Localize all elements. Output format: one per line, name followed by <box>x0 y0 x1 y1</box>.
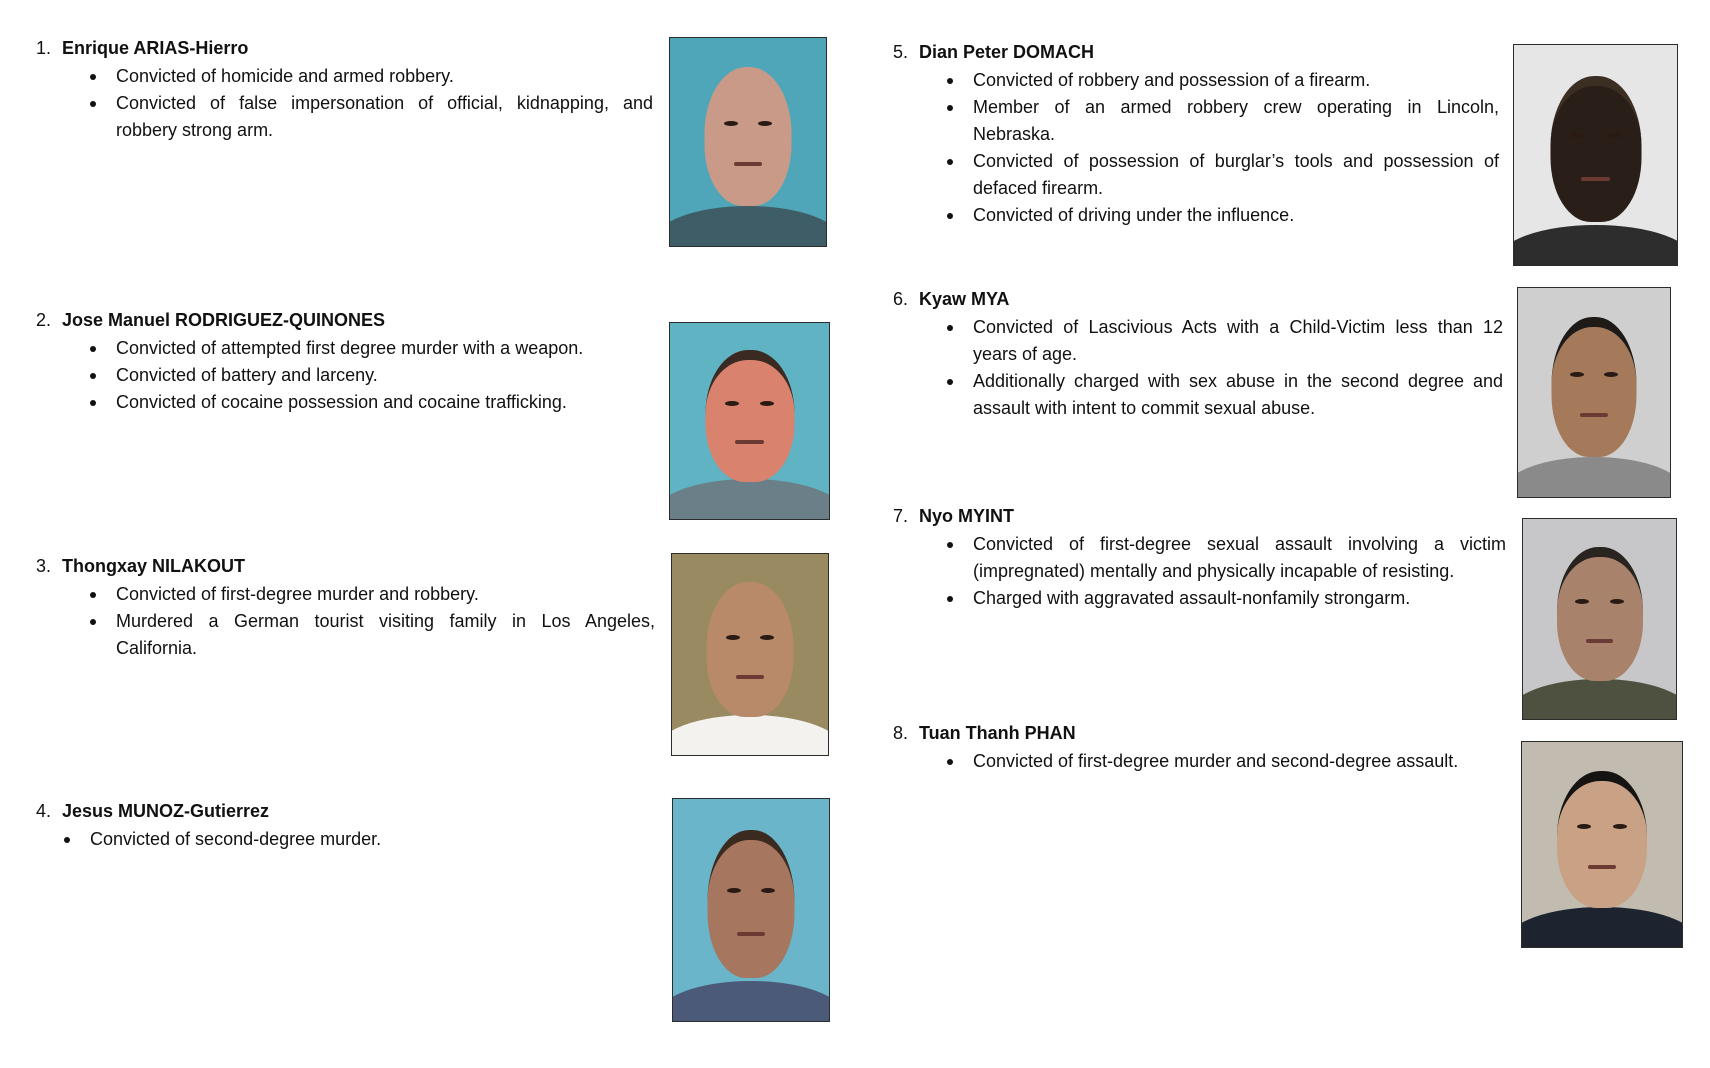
face <box>1552 317 1637 457</box>
face <box>1557 547 1643 681</box>
offense-list <box>36 826 655 853</box>
offense-item: Convicted of homicide and armed robbery. <box>36 63 653 90</box>
offense-item: Convicted of second-degree murder. <box>36 826 655 853</box>
offense-item: Convicted of possession of burglar’s tools and possession of defaced firearm. <box>893 148 1499 202</box>
eye <box>727 888 741 893</box>
offense-list <box>36 335 653 416</box>
eye <box>1604 372 1618 377</box>
mugshot-photo-2 <box>669 322 830 520</box>
offense-item: Convicted of driving under the influence. <box>893 202 1499 229</box>
offense-item: Member of an armed robbery crew operating in Lincoln, Nebraska. <box>893 94 1499 148</box>
shoulders <box>669 206 827 247</box>
offense-item: Murdered a German tourist visiting family in Los Angeles, California. <box>36 608 655 662</box>
offense-item: Charged with aggravated assault-nonfamily strongarm. <box>893 585 1506 612</box>
mouth <box>1586 639 1614 643</box>
face <box>708 830 795 978</box>
mouth <box>735 440 763 444</box>
shoulders <box>672 981 830 1022</box>
face <box>707 582 794 717</box>
offense-item: Convicted of cocaine possession and cocaine trafficking. <box>36 389 653 416</box>
shoulders <box>669 479 830 520</box>
person-name: Jesus MUNOZ-Gutierrez <box>62 801 270 821</box>
mugshot-photo-4 <box>672 798 830 1022</box>
entry-number: 1. <box>36 38 52 58</box>
entry-number: 6. <box>893 289 909 309</box>
mouth <box>1580 413 1607 417</box>
entry-number: 2. <box>36 310 52 330</box>
eye <box>760 635 774 640</box>
mouth <box>736 675 764 679</box>
entry-number: 8. <box>893 723 909 743</box>
person-name: Thongxay NILAKOUT <box>62 556 245 576</box>
shoulders <box>1517 457 1671 498</box>
mugshot-photo-3 <box>671 553 829 756</box>
shoulders <box>1513 225 1678 266</box>
offense-list <box>36 581 655 662</box>
offense-item: Additionally charged with sex abuse in the second degree and assault with intent to commit sexual abuse. <box>893 368 1503 422</box>
offense-item: Convicted of Lascivious Acts with a Child-Victim less than 12 years of age. <box>893 314 1503 368</box>
offense-item: Convicted of robbery and possession of a firearm. <box>893 67 1499 94</box>
mouth <box>1581 177 1610 181</box>
offense-list <box>893 314 1503 422</box>
person-name: Jose Manuel RODRIGUEZ-QUINONES <box>62 310 386 330</box>
shoulders <box>671 715 829 756</box>
mugshot-photo-1 <box>669 37 827 247</box>
mouth <box>1588 865 1617 869</box>
face <box>705 67 792 206</box>
entry-number: 4. <box>36 801 52 821</box>
entry-number: 3. <box>36 556 52 576</box>
offense-item: Convicted of battery and larceny. <box>36 362 653 389</box>
offense-item: Convicted of first-degree murder and second-degree assault. <box>893 748 1505 775</box>
mugshot-photo-5 <box>1513 44 1678 266</box>
person-name: Nyo MYINT <box>919 506 1015 526</box>
person-name: Enrique ARIAS-Hierro <box>62 38 249 58</box>
eye <box>1607 133 1621 138</box>
person-name: Tuan Thanh PHAN <box>919 723 1076 743</box>
mugshot-photo-6 <box>1517 287 1671 498</box>
offense-list <box>36 63 653 144</box>
offense-item: Convicted of attempted first degree murder with a weapon. <box>36 335 653 362</box>
person-name: Dian Peter DOMACH <box>919 42 1095 62</box>
mugshot-photo-7 <box>1522 518 1677 720</box>
mugshot-photo-8 <box>1521 741 1683 948</box>
person-name: Kyaw MYA <box>919 289 1010 309</box>
eye <box>726 635 740 640</box>
offense-list <box>893 748 1505 775</box>
entry-number: 5. <box>893 42 909 62</box>
mouth <box>737 932 765 936</box>
mouth <box>734 162 762 166</box>
offense-item: Convicted of false impersonation of official, kidnapping, and robbery strong arm. <box>36 90 653 144</box>
offense-list <box>893 531 1506 612</box>
face <box>1557 771 1647 908</box>
offense-item: Convicted of first-degree sexual assault involving a victim (impregnated) mentally and physically incapable of resisting. <box>893 531 1506 585</box>
eye <box>1570 372 1584 377</box>
offense-list <box>893 67 1499 229</box>
offense-item: Convicted of first-degree murder and robbery. <box>36 581 655 608</box>
face <box>705 350 794 482</box>
eye <box>1610 599 1624 604</box>
shoulders <box>1521 907 1683 948</box>
entry-number: 7. <box>893 506 909 526</box>
face <box>1550 76 1641 222</box>
shoulders <box>1522 679 1677 720</box>
